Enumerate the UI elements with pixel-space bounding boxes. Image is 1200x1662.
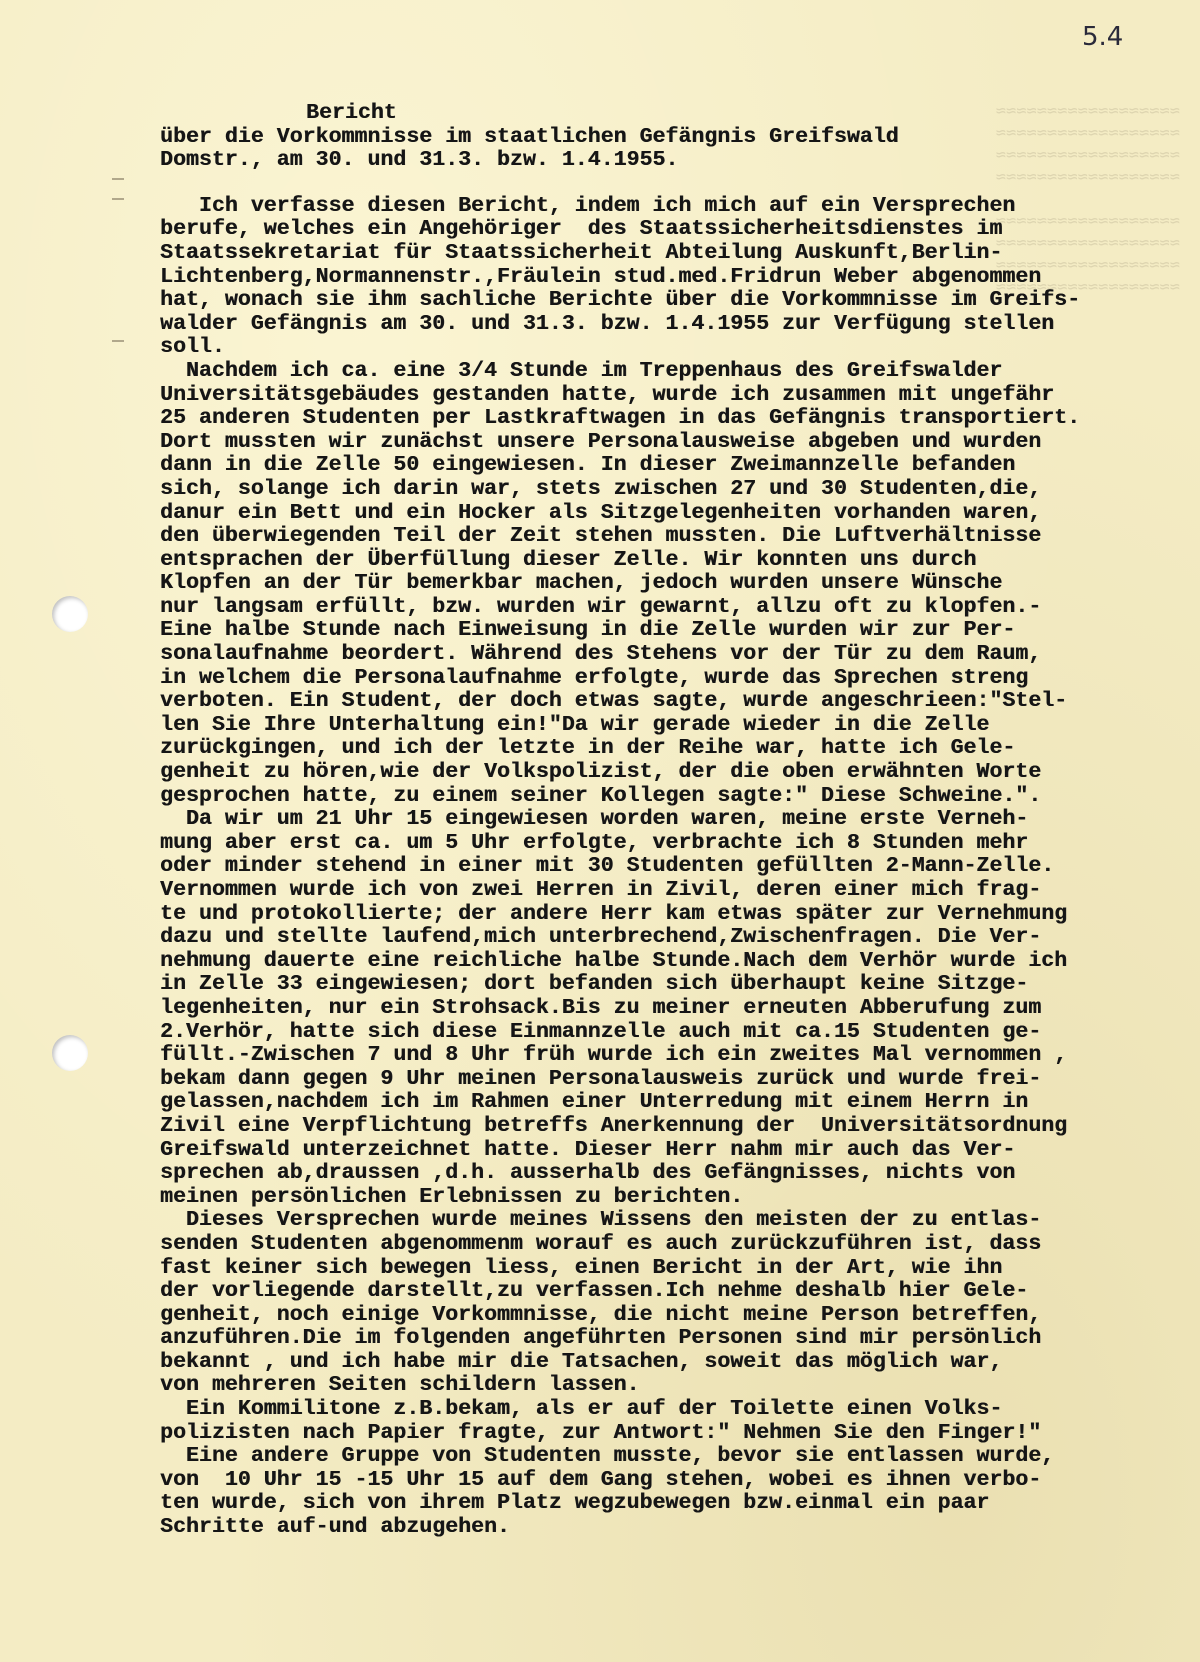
report-subtitle-line: Domstr., am 30. und 31.3. bzw. 1.4.1955. <box>160 148 679 173</box>
body-line: in Zelle 33 eingewiesen; dort befanden sich überhaupt keine Sitzge- <box>160 972 1029 997</box>
body-line: entsprachen der Überfüllung dieser Zelle. Wir konnten uns durch <box>160 547 977 572</box>
body-line: sprechen ab,draussen ,d.h. ausserhalb des Gefängnisses, nichts von <box>160 1161 1016 1186</box>
body-line: Lichtenberg,Normannenstr.,Fräulein stud.med.Fridrun Weber abgenommen <box>160 264 1042 289</box>
body-line: Greifswald unterzeichnet hatte. Dieser Herr nahm mir auch das Ver- <box>160 1137 1016 1162</box>
body-line: Eine halbe Stunde nach Einweisung in die Zelle wurden wir zur Per- <box>160 618 1016 643</box>
body-line: senden Studenten abgenommenm worauf es auch zurückzuführen ist, dass <box>160 1231 1042 1256</box>
body-line: sonalaufnahme beordert. Während des Stehens vor der Tür zu dem Raum, <box>160 642 1042 667</box>
body-line: der vorliegende darstellt,zu verfassen.Ich nehme deshalb hier Gele- <box>160 1279 1029 1304</box>
body-line: gesprochen hatte, zu einem seiner Kollegen sagte:" Diese Schweine.". <box>160 783 1042 808</box>
body-line: Ein Kommilitone z.B.bekam, als er auf der Toilette einen Volks- <box>160 1397 1003 1422</box>
margin-mark <box>112 340 124 342</box>
body-line: danur ein Bett und ein Hocker als Sitzgelegenheiten vorhanden waren, <box>160 500 1042 525</box>
body-line: te und protokollierte; der andere Herr kam etwas später zur Vernehmung <box>160 901 1068 926</box>
body-line: 25 anderen Studenten per Lastkraftwagen in das Gefängnis transportiert. <box>160 406 1081 431</box>
body-line: hat, wonach sie ihm sachliche Berichte über die Vorkommnisse im Greifs- <box>160 288 1081 313</box>
body-line: dann in die Zelle 50 eingewiesen. In dieser Zweimannzelle befanden <box>160 453 1016 478</box>
body-line: dazu und stellte laufend,mich unterbrechend,Zwischenfragen. Die Ver- <box>160 925 1042 950</box>
body-line: in welchem die Personalaufnahme erfolgte, wurde das Sprechen streng <box>160 665 1029 690</box>
body-line: mung aber erst ca. um 5 Uhr erfolgte, verbrachte ich 8 Stunden mehr <box>160 830 1029 855</box>
body-line: Schritte auf-und abzugehen. <box>160 1515 510 1540</box>
report-body <box>160 195 1190 1540</box>
body-line: berufe, welches ein Angehöriger des Staatssicherheitsdienstes im <box>160 217 1003 242</box>
body-line: fast keiner sich bewegen liess, einen Bericht in der Art, wie ihn <box>160 1255 1003 1280</box>
punch-hole-bottom <box>52 1035 88 1071</box>
body-line: gelassen,nachdem ich im Rahmen einer Unterredung mit einem Herrn in <box>160 1090 1029 1115</box>
body-line: Staatssekretariat für Staatssicherheit Abteilung Auskunft,Berlin- <box>160 240 1003 265</box>
body-line: nehmung dauerte eine reichliche halbe Stunde.Nach dem Verhör wurde ich <box>160 948 1068 973</box>
report-title: Bericht <box>306 101 397 125</box>
typed-report <box>160 102 1190 1540</box>
body-line: Eine andere Gruppe von Studenten musste, bevor sie entlassen wurde, <box>160 1444 1055 1469</box>
body-line: Dort mussten wir zunächst unsere Personalausweise abgeben und wurden <box>160 429 1042 454</box>
margin-mark <box>112 178 124 180</box>
body-line: anzuführen.Die im folgenden angeführten Personen sind mir persönlich <box>160 1326 1042 1351</box>
body-line: len Sie Ihre Unterhaltung ein!"Da wir gerade wieder in die Zelle <box>160 712 990 737</box>
body-line: bekam dann gegen 9 Uhr meinen Personalausweis zurück und wurde frei- <box>160 1066 1042 1091</box>
body-line: oder minder stehend in einer mit 30 Studenten gefüllten 2-Mann-Zelle. <box>160 854 1055 879</box>
body-line: walder Gefängnis am 30. und 31.3. bzw. 1.4.1955 zur Verfügung stellen <box>160 311 1055 336</box>
body-line: Da wir um 21 Uhr 15 eingewiesen worden waren, meine erste Verneh- <box>160 807 1029 832</box>
body-line: Klopfen an der Tür bemerkbar machen, jedoch wurden unsere Wünsche <box>160 571 1003 596</box>
body-line: meinen persönlichen Erlebnissen zu berichten. <box>160 1184 744 1209</box>
body-line: genheit, noch einige Vorkommnisse, die nicht meine Person betreffen, <box>160 1302 1042 1327</box>
body-line: nur langsam erfüllt, bzw. wurden wir gewarnt, allzu oft zu klopfen.- <box>160 594 1042 619</box>
body-line: legenheiten, nur ein Strohsack.Bis zu meiner erneuten Abberufung zum <box>160 995 1042 1020</box>
punch-hole-top <box>52 596 88 632</box>
body-line: Dieses Versprechen wurde meines Wissens den meisten der zu entlas- <box>160 1208 1042 1233</box>
bleed-through-text: ≈≈≈≈≈≈≈≈≈≈≈≈≈≈≈≈≈≈ ≈≈≈≈≈≈≈≈≈≈≈≈≈≈≈≈≈≈ ≈≈≈≈≈≈≈≈≈≈≈≈≈≈≈≈≈≈ ≈≈≈≈≈≈≈≈≈≈≈≈≈≈≈≈≈≈ ≈≈≈≈≈≈≈≈≈≈≈≈≈≈≈≈≈≈ ≈≈≈≈≈≈≈≈≈≈≈≈≈≈≈≈≈≈ ≈≈≈≈≈≈≈≈≈≈≈≈≈≈≈≈≈≈ ≈≈≈≈≈≈≈≈≈≈≈≈≈≈≈≈≈≈ <box>995 101 1180 297</box>
body-line: Universitätsgebäudes gestanden hatte, wurde ich zusammen mit ungefähr <box>160 382 1055 407</box>
body-line: Zivil eine Verpflichtung betreffs Anerkennung der Universitätsordnung <box>160 1113 1068 1138</box>
body-line: bekannt , und ich habe mir die Tatsachen, soweit das möglich war, <box>160 1349 1003 1374</box>
body-line: Ich verfasse diesen Bericht, indem ich mich auf ein Versprechen <box>160 193 1016 218</box>
body-line: den überwiegenden Teil der Zeit stehen mussten. Die Luftverhältnisse <box>160 524 1042 549</box>
body-line: von 10 Uhr 15 -15 Uhr 15 auf dem Gang stehen, wobei es ihnen verbo- <box>160 1467 1042 1492</box>
body-line: 2.Verhör, hatte sich diese Einmannzelle auch mit ca.15 Studenten ge- <box>160 1019 1042 1044</box>
body-line: soll. <box>160 335 225 360</box>
body-line: genheit zu hören,wie der Volkspolizist, der die oben erwähnten Worte <box>160 760 1042 785</box>
body-line: von mehreren Seiten schildern lassen. <box>160 1373 640 1398</box>
body-line: füllt.-Zwischen 7 und 8 Uhr früh wurde ich ein zweites Mal vernommen , <box>160 1043 1068 1068</box>
body-line: polizisten nach Papier fragte, zur Antwort:" Nehmen Sie den Finger!" <box>160 1420 1042 1445</box>
body-line: sich, solange ich darin war, stets zwischen 27 und 30 Studenten,die, <box>160 476 1042 501</box>
body-line: Vernommen wurde ich von zwei Herren in Zivil, deren einer mich frag- <box>160 878 1042 902</box>
body-line: ten wurde, sich von ihrem Platz wegzubewegen bzw.einmal ein paar <box>160 1491 990 1516</box>
body-line: verboten. Ein Student, der doch etwas sagte, wurde angeschrieen:"Stel- <box>160 689 1068 714</box>
margin-mark <box>112 198 124 200</box>
body-line: zurückgingen, und ich der letzte in der Reihe war, hatte ich Gele- <box>160 736 1016 761</box>
body-line: Nachdem ich ca. eine 3/4 Stunde im Treppenhaus des Greifswalder <box>160 358 1003 383</box>
page-number: 5.4 <box>1082 22 1124 52</box>
report-subtitle-line: über die Vorkommnisse im staatlichen Gefängnis Greifswald <box>160 124 899 149</box>
paragraph-gap <box>160 173 1190 195</box>
